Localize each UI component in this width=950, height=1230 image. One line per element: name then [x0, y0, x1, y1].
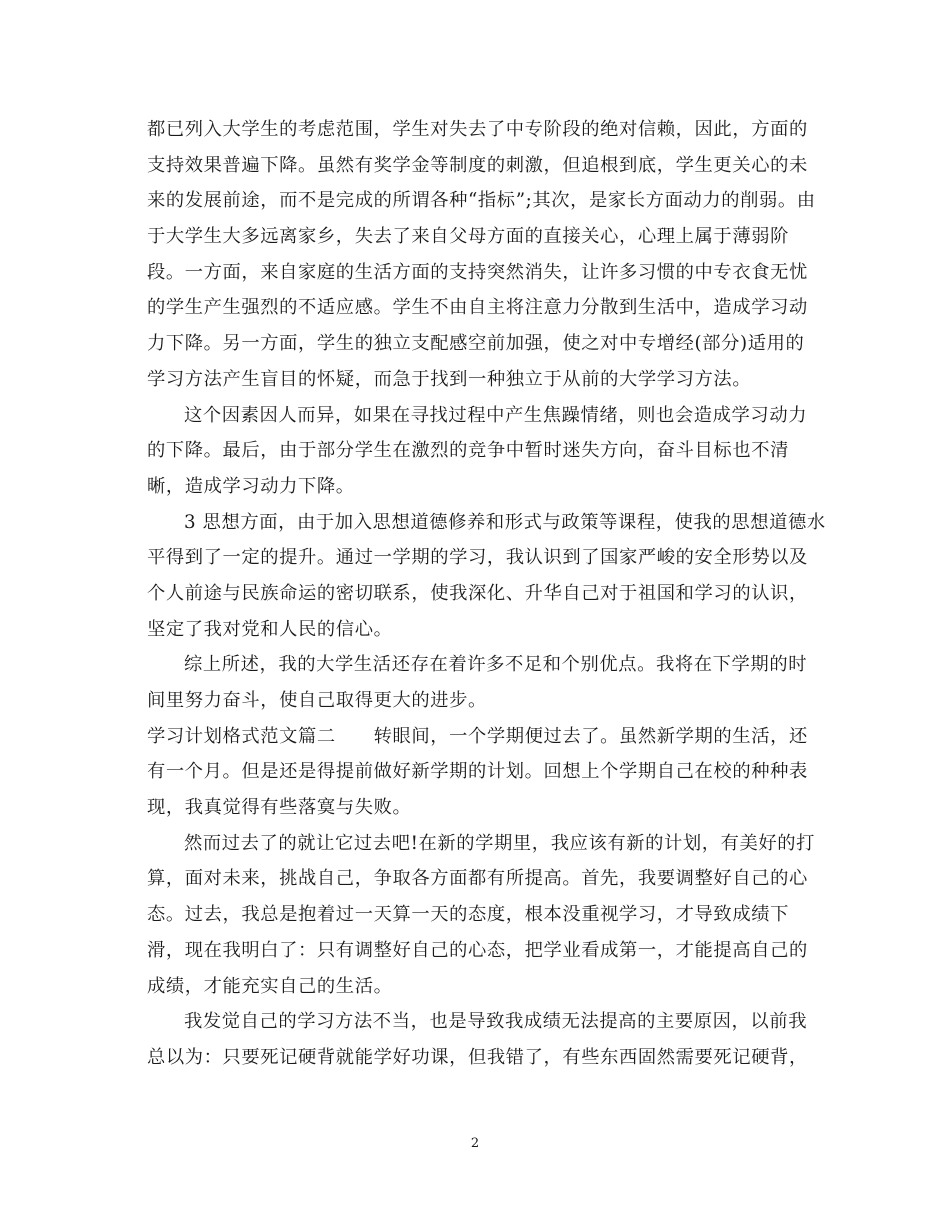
paragraph-first-line: 3 思想方面，由于加入思想道德修养和形式与政策等课程，使我的思想道德水	[184, 511, 826, 533]
page-number: 2	[470, 1136, 480, 1151]
text-line: 都已列入大学生的考虑范围，学生对失去了中专阶段的绝对信赖，因此，方面的	[147, 119, 808, 140]
text-line: 坚定了我对党和人民的信心。	[147, 618, 393, 640]
body-text	[147, 112, 826, 1076]
text-line: 平得到了一定的提升。通过一学期的学习，我认识到了国家严峻的安全形势以及	[147, 547, 808, 569]
text-line: 晰，造成学习动力下降。	[147, 475, 355, 497]
text-line: 于大学生大多远离家乡，失去了来自父母方面的直接关心，心理上属于薄弱阶	[147, 226, 789, 248]
text-line: 有一个月。但是还是得提前做好新学期的计划。回想上个学期自己在校的种种表	[147, 761, 808, 783]
text-line: 的下降。最后，由于部分学生在激烈的竞争中暂时迷失方向，奋斗目标也不清	[147, 440, 789, 462]
text-line: 间里努力奋斗，使自己取得更大的进步。	[147, 690, 487, 711]
text-line: 学习方法产生盲目的怀疑，而急于找到一种独立于从前的大学学习方法。	[147, 368, 752, 390]
text-line: 力下降。另一方面，学生的独立支配感空前加强，使之对中专增经(部分)适用的	[147, 333, 805, 355]
text-line: 支持效果普遍下降。虽然有奖学金等制度的刺激，但追根到底，学生更关心的未	[147, 154, 808, 176]
text-line: 总以为：只要死记硬背就能学好功课，但我错了，有些东西固然需要死记硬背，	[147, 1046, 808, 1068]
paragraph-first-line: 我发觉自己的学习方法不当，也是导致我成绩无法提高的主要原因，以前我	[184, 1011, 808, 1033]
paragraph-first-line: 这个因素因人而异，如果在寻找过程中产生焦躁情绪，则也会造成学习动力	[184, 404, 808, 426]
text-line: 学习计划格式范文篇二 转眼间，一个学期便过去了。虽然新学期的生活，还	[147, 725, 808, 747]
text-line: 来的发展前途，而不是完成的所谓各种“指标”;其次，是家长方面动力的削弱。由	[147, 190, 816, 212]
text-line: 成绩，才能充实自己的生活。	[147, 975, 393, 997]
text-line: 个人前途与民族命运的密切联系，使我深化、升华自己对于祖国和学习的认识，	[147, 582, 808, 604]
text-line: 现，我真觉得有些落寞与失败。	[147, 797, 412, 819]
text-line: 算，面对未来，挑战自己，争取各方面都有所提高。首先，我要调整好自己的心	[147, 868, 808, 890]
paragraph-first-line: 综上所述，我的大学生活还存在着许多不足和个别优点。我将在下学期的时	[184, 654, 808, 676]
paragraph-first-line: 然而过去了的就让它过去吧!在新的学期里，我应该有新的计划，有美好的打	[184, 832, 816, 854]
text-line: 态。过去，我总是抱着过一天算一天的态度，根本没重视学习，才导致成绩下	[147, 904, 789, 926]
text-line: 滑，现在我明白了：只有调整好自己的心态，把学业看成第一，才能提高自己的	[147, 939, 808, 961]
text-line: 的学生产生强烈的不适应感。学生不由自主将注意力分散到生活中，造成学习动	[147, 297, 808, 319]
text-line: 段。一方面，来自家庭的生活方面的支持突然消失，让许多习惯的中专衣食无忧	[147, 261, 808, 283]
